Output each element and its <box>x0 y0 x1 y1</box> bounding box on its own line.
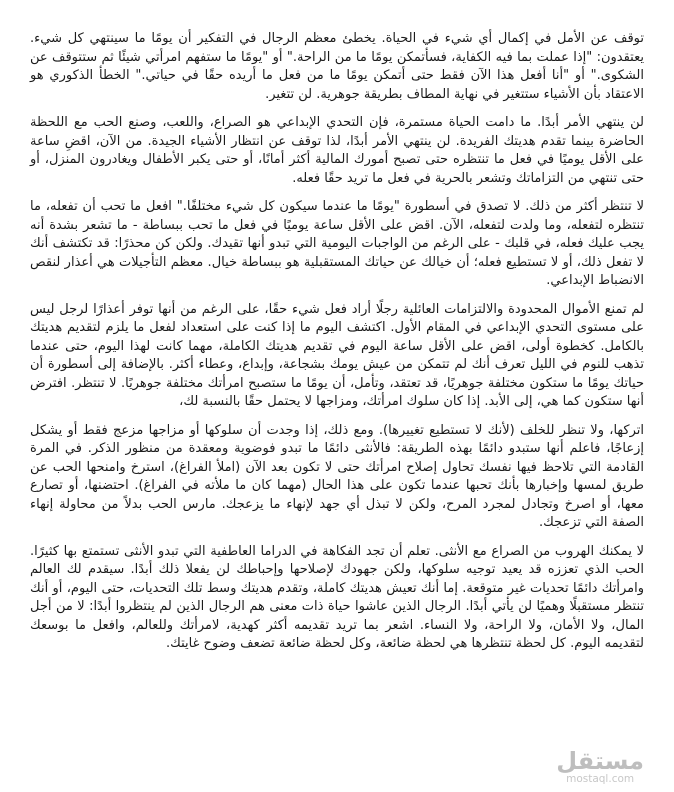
paragraph-1: توقف عن الأمل في إكمال أي شيء في الحياة. يخطئ معظم الرجال في التفكير أن يومًا ما سينتهي كل شيء. يعتقدون: "إذا عملت بما فيه الكفاية، فسأتمكن يومًا ما من الراحة." أو "يومًا ما ستفهم امرأتي شيئًا ثم ستتوقف عن الشكوى." أو "أنا أفعل هذا الآن فقط حتى أتمكن يومًا ما من فعل ما أريده حقًا في حياتي." الخطأ الذكوري هو الاعتقاد بأن الأشياء ستتغير في نهاية المطاف بطريقة جوهرية. لن تتغير. <box>30 31 644 102</box>
paragraph-4: لم تمنع الأموال المحدودة والالتزامات العائلية رجلًا أراد فعل شيء حقًا، على الرغم من أنها توفر أعذارًا لرجل ليس على مستوى التحدي الإبداعي في المقام الأول. اكتشف اليوم ما إذا كنت على استعداد لفعل ما يلزم لتقديم هديتك بالكامل. كخطوة أولى، اقض على الأقل ساعة اليوم في تقديم هديتك الكاملة، مهما كانت لهذا اليوم، حتى عندما تذهب للنوم في الليل تعرف أنك لم تتمكن من عيش يومك بشجاعة، وإبداع، وعطاء أكثر. بالإضافة إلى أسطورة أن حياتك يومًا ما ستكون مختلفة جوهريًا، قد تعتقد، وتأمل، أن يومًا ما ستصبح امرأتك مختلفة جوهريًا. لا تنتظر. افترض أنها ستكون كما هي، إلى الأبد. إذا كان سلوك امرأتك، ومزاجها لا يحتمل حقًا بالنسبة لك، <box>30 301 644 409</box>
paragraph-5: اتركها، ولا تنظر للخلف (لأنك لا تستطيع تغييرها). ومع ذلك، إذا وجدت أن سلوكها أو مزاجها مزعج فقط أو يشكل إزعاجًا، فاعلم أنها ستبدو دائمًا بهذه الطريقة: فالأنثى دائمًا ما تبدو فوضوية ومعقدة من منظور الذكر. في المرة القادمة التي تلاحظ فيها نفسك تحاول إصلاح امرأتك حتى لا تكون بعد الآن (املأ الفراغ)، استرخ وامنحها الحب عن طريق لمسها وإخبارها بأنك تحبها عندما تكون على هذا الحال (مهما كان ما ملأته في الفراغ). احتضنها، أو تصارع معها، أو اصرخ وتجادل لمجرد المرح، ولكن لا تبذل أي جهد لإنهاء ما يزعجك. مارس الحب بدلاً من محاولة إنهاء الصفة التي تزعجك. <box>30 422 644 530</box>
paragraph-6: لا يمكنك الهروب من الصراع مع الأنثى. تعلم أن تجد الفكاهة في الدراما العاطفية التي تبدو الأنثى تستمتع بها كثيرًا. الحب الذي تعززه قد يعيد توجيه سلوكها، ولكن جهودك لإصلاحها وإحباطك لن يفعلا ذلك أبدًا. سيقدم لك العالم وامرأتك دائمًا تحديات غير متوقعة. إما أنك تعيش هديتك كاملة، وتقدم هديتك وسط تلك التحديات، حتى اليوم، أو أنك تنتظر مستقبلًا وهميًا لن يأتي أبدًا. الرجال الذين عاشوا حياة ذات معنى هم الرجال الذين لم ينتظروا أبدًا: لا من أجل المال، ولا الأمان، ولا الراحة، ولا النساء. اشعر بما تريد تقديمه أكثر كهدية، لامرأتك وللعالم، وافعل ما بوسعك لتقديمه اليوم. كل لحظة تنتظرها هي لحظة ضائعة، وكل لحظة ضائعة تضعف وضوح غايتك. <box>30 543 644 651</box>
paragraph-3: لا تنتظر أكثر من ذلك. لا تصدق في أسطورة "يومًا ما عندما سيكون كل شيء مختلفًا." افعل ما تحب أن تفعله، ما تنتظره لتفعله، وما ولدت لتفعله، الآن. اقض على الأقل ساعة يوميًا في فعل ما تحب ببساطة - ما تشعر بشدة أنه يجب عليك فعله، في قلبك - على الرغم من الواجبات اليومية التي تبدو أنها تقيدك. ولكن كن محذرًا: قد تكتشف أنك لا تفعل ذلك، أو لا تستطيع فعله؛ أن خيالك عن حياتك المستقبلية هو ببساطة خيال. معظم التأجيلات هي أعذار لنقص الانضباط الإبداعي. <box>30 199 644 288</box>
paragraph-2: لن ينتهي الأمر أبدًا. ما دامت الحياة مستمرة، فإن التحدي الإبداعي هو الصراع، واللعب، وصنع الحب مع اللحظة الحاضرة بينما تقدم هديتك الفريدة. لن ينتهي الأمر أبدًا، لذا توقف عن انتظار الأشياء الجيدة. من الآن، اقضِ ساعة على الأقل يوميًا في فعل ما تنتظره حتى تصبح أمورك المالية أكثر أمانًا، أو حتى يكبر الأطفال ويغادرون المنزل، أو حتى تنتهي من التزاماتك وتشعر بالحرية في فعل ما تريد حقًا فعله. <box>30 115 644 186</box>
mostaql-logo: مستقل <box>556 747 644 775</box>
watermark-domain-text: mostaql.com <box>566 773 635 785</box>
watermark <box>556 749 644 786</box>
